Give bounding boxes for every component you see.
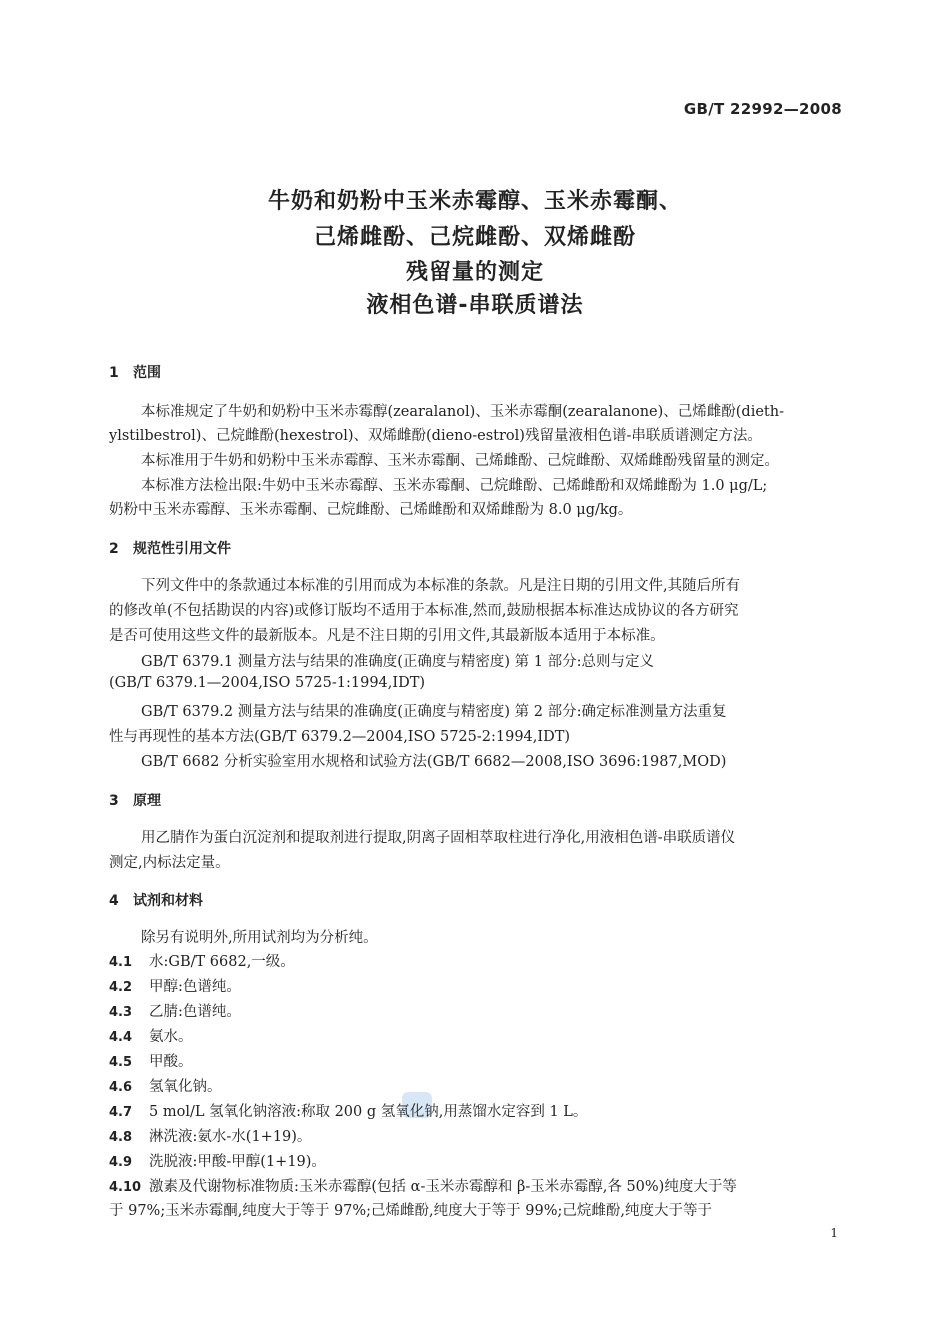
section-number: 1 (109, 365, 119, 381)
reference-line: GB/T 6379.1 测量方法与结果的准确度(正确度与精密度) 第 1 部分:总则与定义 (141, 654, 654, 670)
item-number: 4.2 (109, 980, 133, 995)
title-line-4: 液相色谱-串联质谱法 (366, 293, 584, 318)
reference-line: (GB/T 6379.1—2004,ISO 5725-1:1994,IDT) (109, 675, 426, 691)
reference-line: GB/T 6682 分析实验室用水规格和试验方法(GB/T 6682—2008,ISO 3696:1987,MOD) (141, 754, 727, 770)
title-line-3: 残留量的测定 (405, 260, 544, 285)
paragraph-line: 测定,内标法定量。 (109, 855, 230, 871)
list-item (109, 1175, 737, 1196)
paragraph-line: 下列文件中的条款通过本标准的引用而成为本标准的条款。凡是注日期的引用文件,其随后所有 (141, 578, 741, 594)
section-number: 4 (109, 893, 119, 909)
item-number: 4.6 (109, 1080, 133, 1095)
title-line-2: 己烯雌酚、己烷雌酚、双烯雌酚 (313, 225, 636, 250)
item-number: 4.3 (109, 1005, 133, 1020)
paragraph-line: 是否可使用这些文件的最新版本。凡是不注日期的引用文件,其最新版本适用于本标准。 (109, 628, 665, 644)
item-number: 4.10 (109, 1180, 142, 1195)
list-item (109, 1050, 193, 1071)
item-text: 乙腈:色谱纯。 (149, 1004, 241, 1020)
item-text: 洗脱液:甲酸-甲醇(1+19)。 (149, 1154, 326, 1170)
paragraph-line: ylstilbestrol)、己烷雌酚(hexestrol)、双烯雌酚(dieno-estrol)残留量液相色谱-串联质谱测定方法。 (109, 428, 762, 444)
section-title: 范围 (133, 365, 161, 381)
item-number: 4.9 (109, 1155, 133, 1170)
item-number: 4.5 (109, 1055, 133, 1070)
list-item (109, 950, 295, 971)
paragraph-line: 本标准方法检出限:牛奶中玉米赤霉醇、玉米赤霉酮、己烷雌酚、己烯雌酚和双烯雌酚为 1.0 μg/L; (141, 478, 768, 494)
reference-line: GB/T 6379.2 测量方法与结果的准确度(正确度与精密度) 第 2 部分:确定标准测量方法重复 (141, 704, 727, 720)
item-text: 氢氧化钠。 (149, 1079, 222, 1095)
item-number: 4.1 (109, 955, 133, 970)
paragraph-line: 本标准用于牛奶和奶粉中玉米赤霉醇、玉米赤霉酮、己烯雌酚、己烷雌酚、双烯雌酚残留量的测定。 (141, 453, 779, 469)
section-4-heading (109, 890, 203, 910)
list-item (109, 1000, 241, 1021)
title-line-1: 牛奶和奶粉中玉米赤霉醇、玉米赤霉酮、 (267, 189, 682, 214)
paragraph-line: 本标准规定了牛奶和奶粉中玉米赤霉醇(zearalanol)、玉米赤霉酮(zearalanone)、己烯雌酚(dieth- (141, 404, 784, 420)
section-1-heading (109, 362, 161, 382)
paragraph-line: 奶粉中玉米赤霉醇、玉米赤霉酮、己烷雌酚、己烯雌酚和双烯雌酚为 8.0 μg/kg。 (109, 502, 633, 518)
list-item (109, 1075, 222, 1096)
section-number: 3 (109, 793, 119, 809)
item-text: 淋洗液:氨水-水(1+19)。 (149, 1129, 312, 1145)
list-item (109, 1025, 193, 1046)
item-text: 氨水。 (149, 1029, 193, 1045)
section-title: 规范性引用文件 (133, 541, 231, 557)
section-title: 试剂和材料 (133, 893, 203, 909)
item-text: 甲酸。 (149, 1054, 193, 1070)
item-number: 4.7 (109, 1105, 133, 1120)
paragraph-line: 的修改单(不包括勘误的内容)或修订版均不适用于本标准,然而,鼓励根据本标准达成协议的各方研究 (109, 603, 739, 619)
list-item (109, 1100, 587, 1121)
list-item (109, 1125, 311, 1146)
paragraph-line: 用乙腈作为蛋白沉淀剂和提取剂进行提取,阴离子固相萃取柱进行净化,用液相色谱-串联质谱仪 (141, 830, 736, 846)
list-item (109, 1150, 326, 1171)
section-3-heading (109, 790, 161, 810)
paragraph-line: 于 97%;玉米赤霉酮,纯度大于等于 97%;己烯雌酚,纯度大于等于 99%;己烷雌酚,纯度大于等于 (109, 1203, 712, 1219)
item-text: 激素及代谢物标准物质:玉米赤霉醇(包括 α-玉米赤霉醇和 β-玉米赤霉醇,各 50%)纯度大于等 (149, 1179, 737, 1195)
section-2-heading (109, 538, 231, 558)
standard-code: GB/T 22992—2008 (683, 100, 842, 118)
page-number: 1 (830, 1226, 838, 1240)
item-number: 4.4 (109, 1030, 133, 1045)
item-number: 4.8 (109, 1130, 133, 1145)
reference-line: 性与再现性的基本方法(GB/T 6379.2—2004,ISO 5725-2:1994,IDT) (109, 729, 571, 745)
item-text: 水:GB/T 6682,一级。 (149, 954, 295, 970)
item-text: 甲醇:色谱纯。 (149, 979, 241, 995)
section-title: 原理 (133, 793, 161, 809)
section-number: 2 (109, 541, 119, 557)
paragraph-line: 除另有说明外,所用试剂均为分析纯。 (141, 930, 378, 946)
list-item (109, 975, 241, 996)
item-text: 5 mol/L 氢氧化钠溶液:称取 200 g 氢氧化钠,用蒸馏水定容到 1 L。 (149, 1104, 588, 1120)
